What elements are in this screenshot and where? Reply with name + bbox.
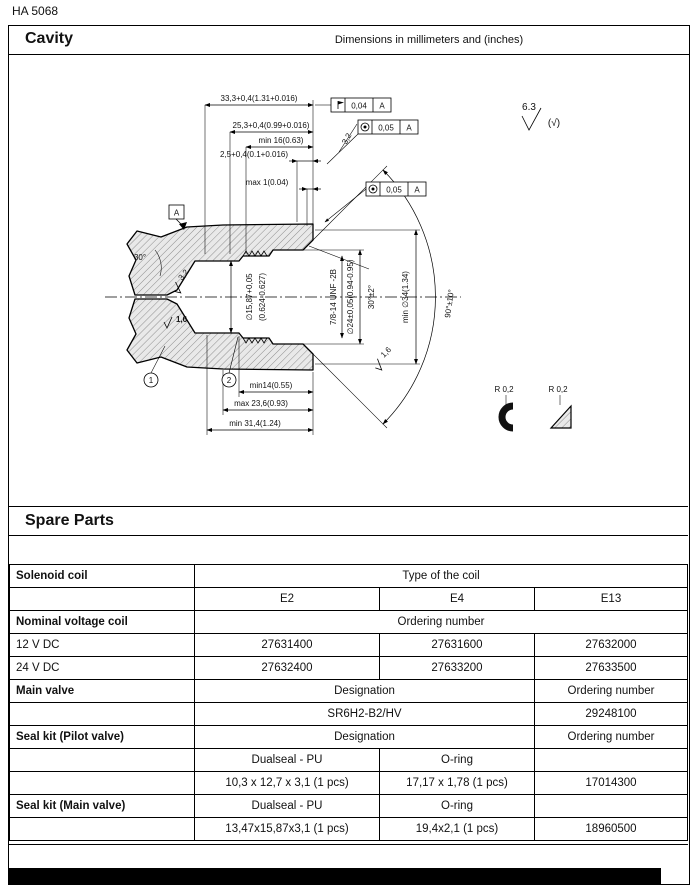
svg-text:1,6: 1,6 — [176, 315, 188, 324]
dim-thread: 7/8-14 UNF -2B — [329, 268, 338, 326]
check-icon — [372, 359, 385, 372]
row-label-12vdc: 12 V DC — [10, 634, 195, 657]
table-row — [10, 772, 688, 795]
row-label-solenoid-coil: Solenoid coil — [10, 565, 195, 588]
dim-max1: max 1(0.04) — [245, 178, 289, 187]
pilot-seal-size-2: 17,17 x 1,78 (1 pcs) — [380, 772, 535, 795]
table-row — [10, 726, 688, 749]
dim-min-d34: min ∅34(1.34) — [401, 271, 410, 323]
pilot-seal-type-1: Dualseal - PU — [195, 749, 380, 772]
order-12v-e4: 27631600 — [380, 634, 535, 657]
coil-e4-header: E4 — [380, 588, 535, 611]
empty-cell — [10, 772, 195, 795]
bottom-rule — [9, 844, 688, 845]
footer-bar — [9, 868, 661, 884]
dim-depth-2: 25,3+0,4(0.99+0.016) — [232, 121, 310, 130]
empty-cell — [10, 749, 195, 772]
row-label-24vdc: 24 V DC — [10, 657, 195, 680]
surface-finish-symbol — [522, 102, 560, 130]
tolerance-value-1: 0,04 — [351, 101, 367, 111]
order-12v-e2: 27631400 — [195, 634, 380, 657]
tolerance-frame-3 — [366, 182, 426, 196]
svg-text:3,2: 3,2 — [176, 267, 191, 283]
coil-e2-header: E2 — [195, 588, 380, 611]
tolerance-datum-1: A — [379, 101, 385, 111]
ordering-number-header: Ordering number — [195, 611, 688, 634]
page-frame — [8, 25, 690, 885]
row-label-seal-kit-main: Seal kit (Main valve) — [10, 795, 195, 818]
page-header — [9, 26, 689, 55]
cavity-drawing — [9, 54, 688, 506]
main-seal-type-2: O-ring — [380, 795, 535, 818]
designation-header: Designation — [195, 680, 535, 703]
order-24v-e2: 27632400 — [195, 657, 380, 680]
pilot-seal-ordering: 17014300 — [535, 772, 688, 795]
dim-min14: min14(0.55) — [249, 381, 293, 390]
seal-detail-oring — [548, 385, 571, 428]
datum-a — [169, 205, 187, 230]
empty-cell — [535, 795, 688, 818]
note-2-number: 2 — [226, 376, 232, 385]
section-title-cavity: Cavity — [25, 30, 74, 47]
coil-e13-header: E13 — [535, 588, 688, 611]
surface-finish-alt: (√) — [547, 118, 561, 129]
dim-angle-90: 90°±10° — [443, 288, 456, 319]
svg-text:1,6: 1,6 — [378, 345, 394, 360]
dim-min314: min 31,4(1.24) — [229, 419, 281, 428]
main-seal-type-1: Dualseal - PU — [195, 795, 380, 818]
table-row — [10, 680, 688, 703]
type-of-coil-header: Type of the coil — [195, 565, 688, 588]
table-row — [10, 611, 688, 634]
row-label-seal-kit-pilot: Seal kit (Pilot valve) — [10, 726, 195, 749]
table-row — [10, 703, 688, 726]
radius-label-a: R 0,2 — [494, 385, 514, 394]
tolerance-value-2: 0,05 — [378, 123, 394, 133]
dim-bore-small-mm: ∅15,87+0,05 — [245, 273, 254, 321]
dim-max236: max 23,6(0.93) — [234, 399, 288, 408]
main-seal-size-2: 19,4x2,1 (1 pcs) — [380, 818, 535, 841]
dimensions-note: Dimensions in millimeters and (inches) — [334, 34, 524, 46]
main-seal-ordering: 18960500 — [535, 818, 688, 841]
dim-angle30-tol: 30°±2° — [367, 284, 376, 310]
order-12v-e13: 27632000 — [535, 634, 688, 657]
row-label-nominal-voltage: Nominal voltage coil — [10, 611, 195, 634]
table-row — [10, 588, 688, 611]
dim-depth-min16: min 16(0.63) — [258, 136, 304, 145]
surface-finish-value: 6.3 — [522, 102, 536, 113]
dim-bore-small-in: (0.624-0.627) — [258, 272, 267, 322]
ordering-number-header-2: Ordering number — [535, 680, 688, 703]
table-row — [10, 657, 688, 680]
empty-cell — [10, 818, 195, 841]
dim-depth-total: 33,3+0,4(1.31+0.016) — [220, 94, 298, 103]
row-label-main-valve: Main valve — [10, 680, 195, 703]
main-valve-designation: SR6H2-B2/HV — [195, 703, 535, 726]
empty-cell — [10, 588, 195, 611]
main-seal-size-1: 13,47x15,87x3,1 (1 pcs) — [195, 818, 380, 841]
spare-parts-table — [9, 564, 688, 841]
order-24v-e13: 27633500 — [535, 657, 688, 680]
table-row — [10, 634, 688, 657]
datum-a-label: A — [173, 208, 180, 218]
tolerance-value-3: 0,05 — [386, 185, 402, 195]
section-title-spare-parts: Spare Parts — [25, 512, 114, 529]
spare-parts-header — [9, 506, 688, 536]
doc-number: HA 5068 — [12, 4, 59, 18]
oring-section-shape — [551, 406, 571, 428]
dim-spotface: 2,5+0,4(0.1+0.016) — [219, 150, 289, 159]
note-1-number: 1 — [148, 376, 154, 385]
ordering-number-header-3: Ordering number — [535, 726, 688, 749]
table-row — [10, 749, 688, 772]
dim-bore24: ∅24±0,05(0.94-0.95) — [346, 259, 355, 335]
designation-header-2: Designation — [195, 726, 535, 749]
tolerance-frame-1 — [331, 98, 391, 112]
tolerance-datum-3: A — [414, 185, 420, 195]
tolerance-datum-2: A — [406, 123, 412, 133]
pilot-seal-type-2: O-ring — [380, 749, 535, 772]
dualseal-section-shape — [502, 406, 513, 428]
dim-angle-30: 30° — [133, 253, 147, 262]
radius-label-b: R 0,2 — [548, 385, 568, 394]
roughness-3-2-top: 3,2 — [340, 131, 354, 146]
order-24v-e4: 27633200 — [380, 657, 535, 680]
main-valve-ordering: 29248100 — [535, 703, 688, 726]
empty-cell — [10, 703, 195, 726]
roughness-1-6-right — [370, 345, 397, 372]
table-row — [10, 795, 688, 818]
seal-detail-dualseal — [494, 385, 514, 428]
table-row — [10, 565, 688, 588]
table-row — [10, 818, 688, 841]
empty-cell — [535, 749, 688, 772]
pilot-seal-size-1: 10,3 x 12,7 x 3,1 (1 pcs) — [195, 772, 380, 795]
tolerance-frame-2 — [358, 120, 418, 134]
